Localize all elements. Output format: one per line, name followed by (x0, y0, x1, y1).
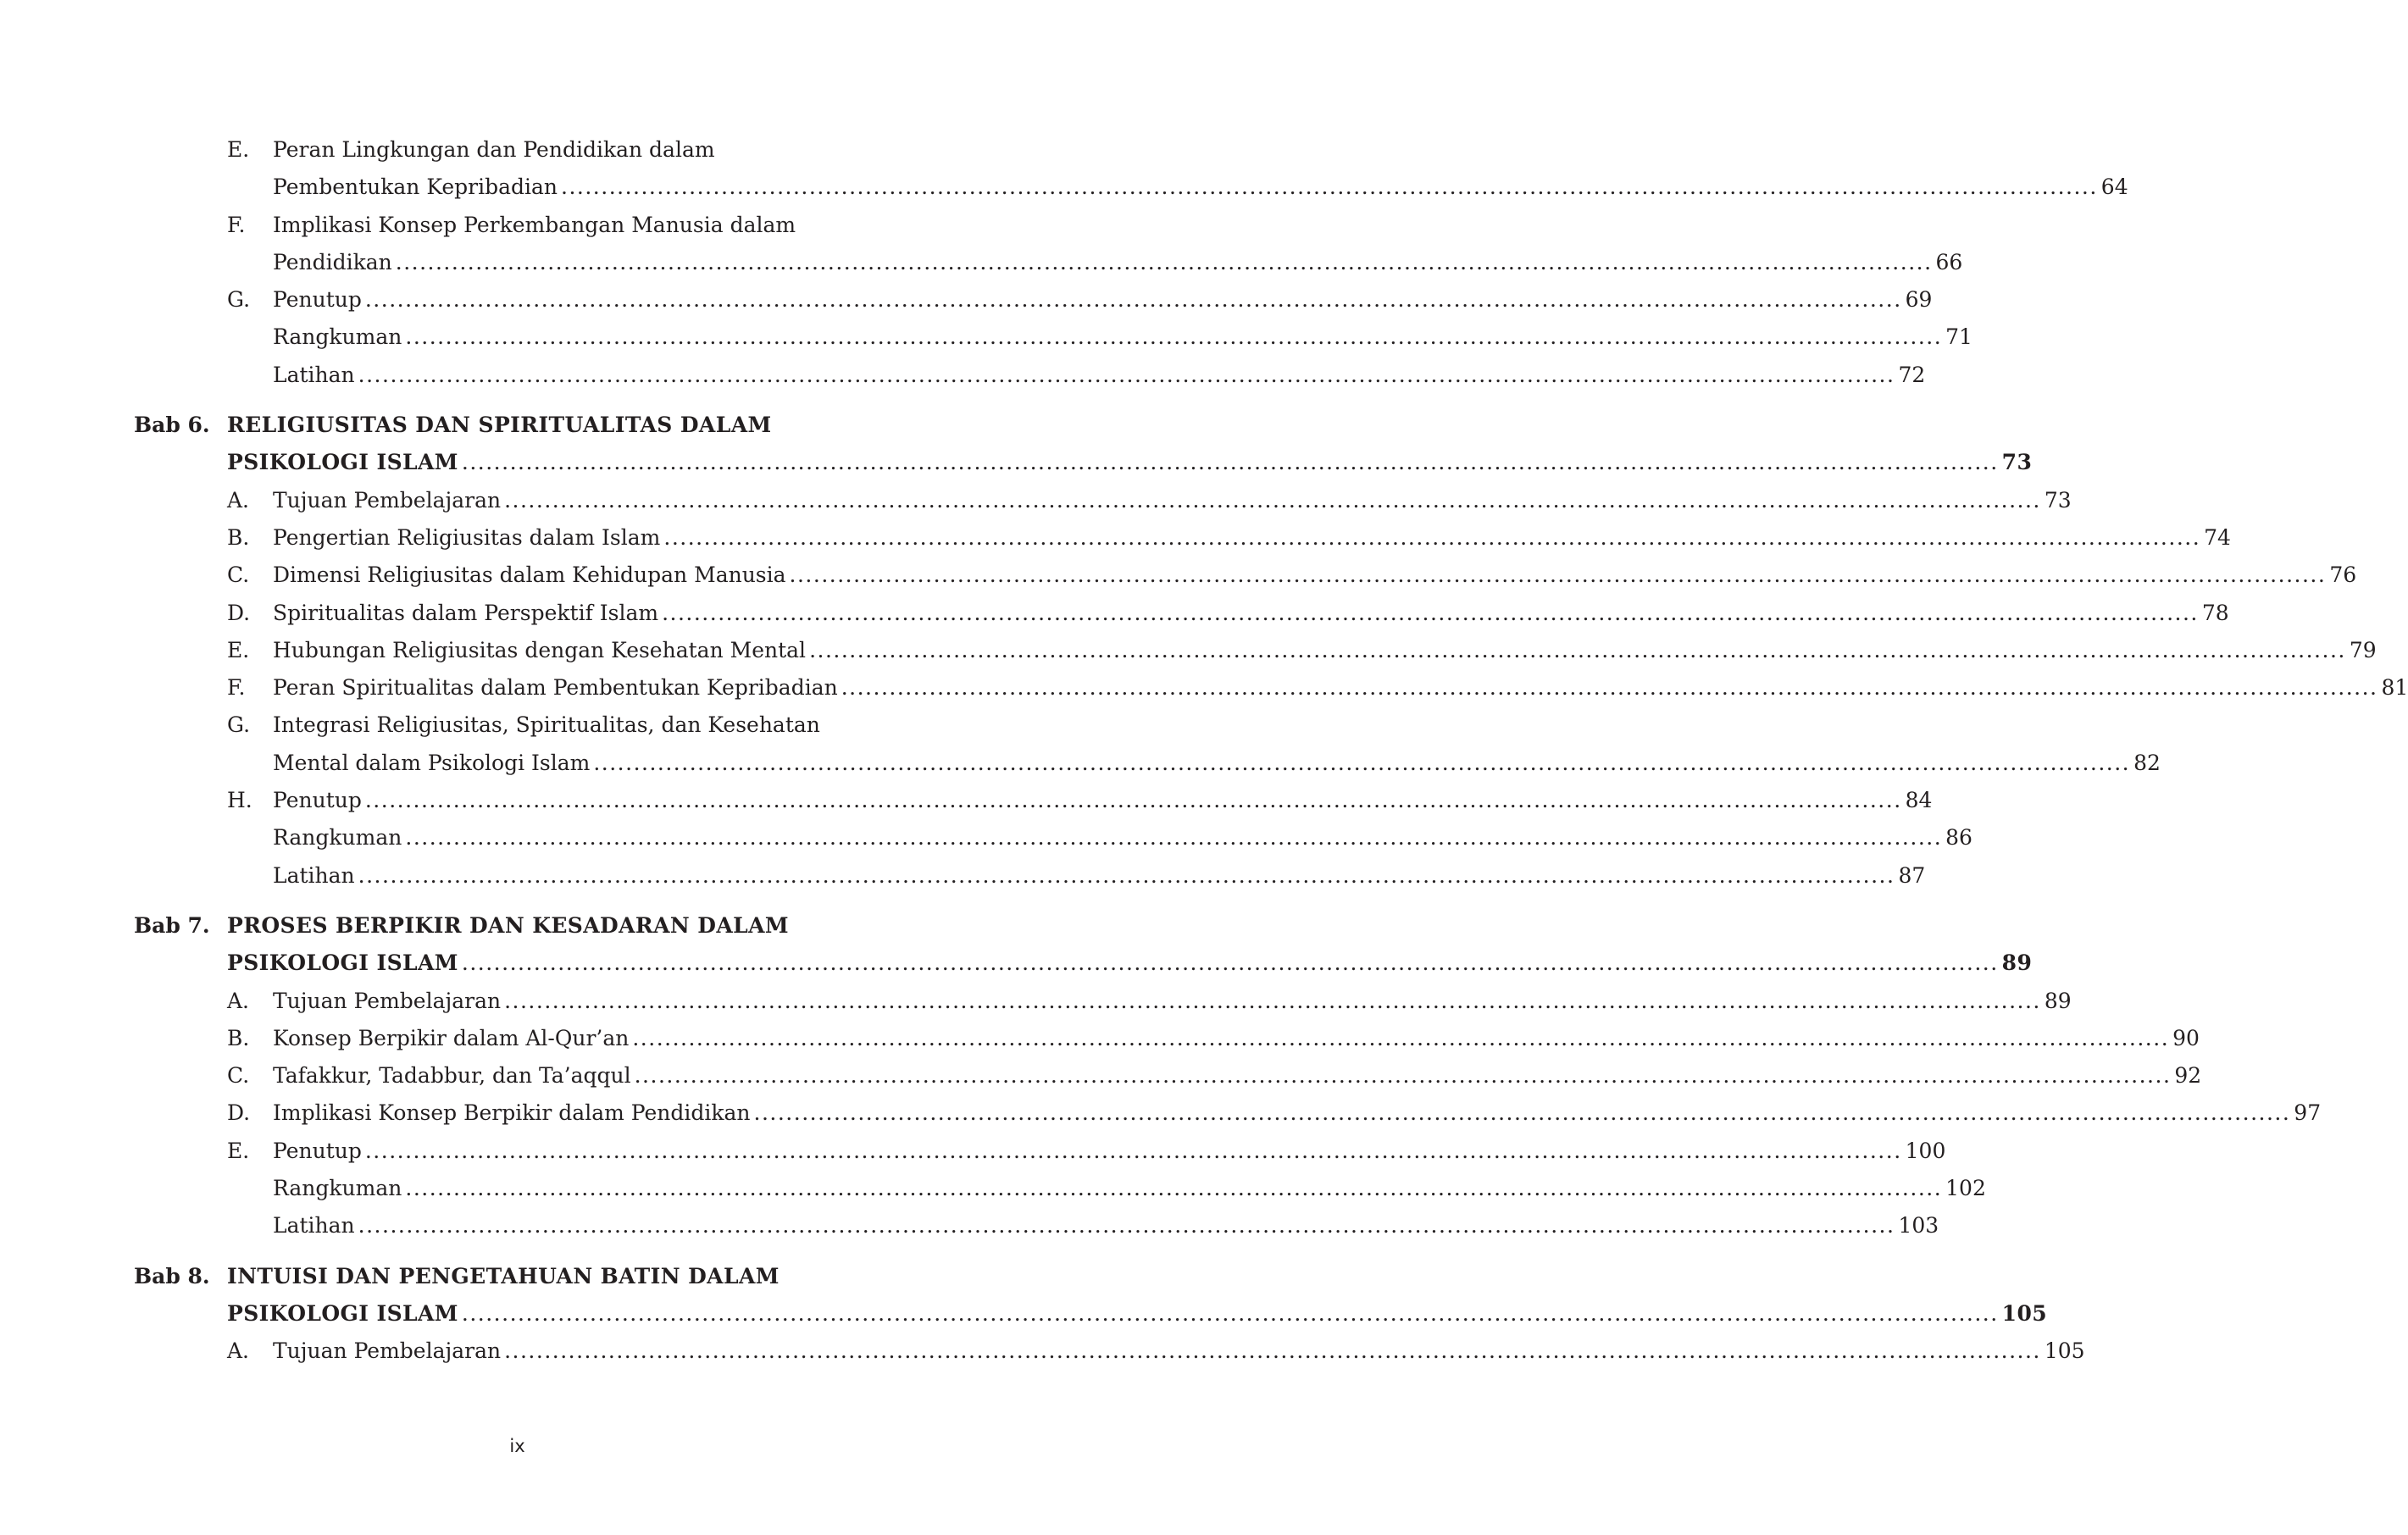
entry-letter: E. (227, 637, 250, 662)
chapter-heading-line[interactable] (134, 407, 900, 444)
chapter-heading-line[interactable] (134, 444, 2033, 481)
dot-leader (504, 1333, 2041, 1370)
entry-page-number: 71 (1945, 324, 1972, 350)
dot-leader (462, 945, 1999, 982)
entry-letter: C. (227, 562, 250, 588)
entry-page-number: 92 (2174, 1063, 2202, 1089)
entry-title: Peran Lingkungan dan Pendidikan dalam (273, 137, 715, 162)
toc-entry-line[interactable] (134, 281, 1933, 319)
entry-page-number: 103 (1898, 1213, 1939, 1239)
toc-entry-line[interactable] (134, 632, 2377, 669)
dot-leader (358, 357, 1895, 394)
entry-page-number: 72 (1898, 362, 1926, 387)
toc-entry-line[interactable] (134, 482, 2072, 519)
chapter-title: PSIKOLOGI ISLAM (227, 950, 458, 976)
chapter-heading-line[interactable] (134, 907, 900, 945)
toc-entry-line[interactable] (134, 1057, 2202, 1094)
toc-entry-line[interactable] (134, 244, 1963, 281)
entry-page-number: 81 (2381, 675, 2408, 701)
entry-title: Rangkuman (273, 825, 402, 851)
chapter-title: PSIKOLOGI ISLAM (227, 1300, 458, 1326)
entry-title: Tafakkur, Tadabbur, dan Ta’aqqul (273, 1063, 631, 1089)
entry-title: Implikasi Konsep Berpikir dalam Pendidikan (273, 1100, 751, 1126)
toc-entry-line[interactable] (134, 131, 900, 169)
chapter-heading-line[interactable] (134, 1258, 900, 1295)
dot-leader (504, 983, 2041, 1020)
dot-leader (405, 1170, 1942, 1207)
entry-page-number: 102 (1945, 1176, 1986, 1201)
entry-title: Peran Spiritualitas dalam Pembentukan Kepribadian (273, 675, 838, 701)
entry-page-number: 73 (2044, 487, 2072, 513)
entry-letter: C. (227, 1063, 250, 1089)
toc-entry-line[interactable] (134, 519, 2231, 557)
entry-page-number: 74 (2204, 524, 2231, 550)
entry-title: Tujuan Pembelajaran (273, 1338, 502, 1364)
chapter-page-number: 105 (2001, 1300, 2048, 1326)
dot-leader (635, 1057, 2172, 1094)
toc-entry-line[interactable] (134, 745, 2161, 782)
entry-page-number: 69 (1905, 287, 1933, 313)
dot-leader (809, 632, 2346, 669)
chapter-page-number: 73 (2001, 450, 2033, 475)
entry-page-number: 82 (2133, 750, 2161, 775)
entry-page-number: 66 (1935, 249, 1963, 274)
chapter-title: RELIGIUSITAS DAN SPIRITUALITAS DALAM (227, 413, 772, 438)
entry-title: Latihan (273, 1213, 355, 1239)
entry-title: Pembentukan Kepribadian (273, 175, 558, 200)
entry-title: Implikasi Konsep Perkembangan Manusia dalam (273, 212, 796, 237)
toc-entry-line[interactable] (134, 707, 900, 744)
entry-title: Dimensi Religiusitas dalam Kehidupan Manusia (273, 562, 786, 588)
entry-title: Tujuan Pembelajaran (273, 487, 502, 513)
toc-entry-line[interactable] (134, 1170, 1986, 1207)
entry-title: Pendidikan (273, 249, 392, 274)
dot-leader (663, 519, 2200, 557)
entry-letter: E. (227, 137, 250, 162)
chapter-heading-line[interactable] (134, 945, 2033, 982)
chapter-heading-line[interactable] (134, 1295, 2048, 1333)
entry-page-number: 76 (2329, 562, 2357, 588)
dot-leader (504, 482, 2041, 519)
toc-entry-line[interactable] (134, 557, 2357, 594)
toc-entry-line[interactable] (134, 1133, 1946, 1170)
table-of-contents (134, 131, 2408, 1371)
dot-leader (405, 819, 1942, 856)
entry-title: Integrasi Religiusitas, Spiritualitas, dan Kesehatan (273, 712, 820, 738)
dot-leader (405, 319, 1942, 356)
dot-leader (396, 244, 1933, 281)
chapter-title: PSIKOLOGI ISLAM (227, 450, 458, 475)
chapter-label: Bab 8. (134, 1263, 210, 1288)
entry-title: Hubungan Religiusitas dengan Kesehatan Mental (273, 637, 807, 662)
toc-entry-line[interactable] (134, 857, 1926, 895)
toc-entry-line[interactable] (134, 1020, 2200, 1057)
entry-letter: E. (227, 1138, 250, 1163)
entry-letter: G. (227, 712, 251, 738)
toc-entry-line[interactable] (134, 983, 2072, 1020)
toc-entry-line[interactable] (134, 1333, 2085, 1370)
entry-page-number: 97 (2294, 1100, 2322, 1126)
toc-entry-line[interactable] (134, 169, 2128, 206)
dot-leader (632, 1020, 2169, 1057)
entry-page-number: 87 (1898, 862, 1926, 888)
entry-letter: F. (227, 212, 246, 237)
dot-leader (561, 169, 2098, 206)
toc-entry-line[interactable] (134, 319, 1972, 356)
toc-entry-line[interactable] (134, 669, 2408, 707)
dot-leader (365, 1133, 1902, 1170)
entry-page-number: 105 (2044, 1338, 2085, 1364)
toc-entry-line[interactable] (134, 357, 1926, 394)
entry-letter: D. (227, 600, 251, 625)
entry-letter: B. (227, 524, 250, 550)
chapter-title: INTUISI DAN PENGETAHUAN BATIN DALAM (227, 1263, 780, 1288)
entry-title: Latihan (273, 362, 355, 387)
entry-letter: H. (227, 788, 252, 813)
entry-title: Tujuan Pembelajaran (273, 988, 502, 1013)
entry-title: Rangkuman (273, 324, 402, 350)
entry-page-number: 90 (2172, 1025, 2200, 1050)
dot-leader (790, 557, 2327, 594)
entry-title: Latihan (273, 862, 355, 888)
entry-title: Spiritualitas dalam Perspektif Islam (273, 600, 659, 625)
chapter-gap (134, 895, 900, 907)
entry-page-number: 64 (2100, 175, 2128, 200)
entry-letter: F. (227, 675, 246, 701)
entry-letter: D. (227, 1100, 251, 1126)
entry-page-number: 89 (2044, 988, 2072, 1013)
entry-title: Mental dalam Psikologi Islam (273, 750, 591, 775)
dot-leader (593, 745, 2130, 782)
entry-page-number: 100 (1905, 1138, 1946, 1163)
page-number-folio: ix (509, 1436, 525, 1456)
toc-entry-line[interactable] (134, 1094, 2322, 1132)
dot-leader (358, 1207, 1895, 1244)
entry-letter: A. (227, 988, 250, 1013)
entry-title: Penutup (273, 1138, 362, 1163)
entry-title: Konsep Berpikir dalam Al-Qur’an (273, 1025, 630, 1050)
dot-leader (841, 669, 2378, 707)
entry-page-number: 79 (2349, 637, 2377, 662)
entry-letter: B. (227, 1025, 250, 1050)
entry-letter: A. (227, 1338, 250, 1364)
chapter-title: PROSES BERPIKIR DAN KESADARAN DALAM (227, 912, 789, 938)
entry-letter: A. (227, 487, 250, 513)
entry-title: Pengertian Religiusitas dalam Islam (273, 524, 661, 550)
dot-leader (365, 782, 1902, 819)
chapter-page-number: 89 (2001, 950, 2033, 976)
toc-entry-line[interactable] (134, 1207, 1939, 1244)
entry-page-number: 78 (2201, 600, 2229, 625)
chapter-label: Bab 6. (134, 413, 210, 438)
chapter-gap (134, 1245, 900, 1258)
toc-entry-line[interactable] (134, 782, 1933, 819)
toc-entry-line[interactable] (134, 819, 1972, 856)
dot-leader (365, 281, 1902, 319)
toc-entry-line[interactable] (134, 207, 900, 244)
dot-leader (462, 444, 1999, 481)
dot-leader (754, 1094, 2291, 1132)
entry-letter: G. (227, 287, 251, 313)
chapter-gap (134, 394, 900, 407)
entry-title: Penutup (273, 788, 362, 813)
entry-page-number: 86 (1945, 825, 1972, 851)
entry-title: Rangkuman (273, 1176, 402, 1201)
dot-leader (662, 595, 2199, 632)
toc-entry-line[interactable] (134, 595, 2229, 632)
entry-page-number: 84 (1905, 788, 1933, 813)
entry-title: Penutup (273, 287, 362, 313)
dot-leader (462, 1295, 1999, 1333)
dot-leader (358, 857, 1895, 895)
chapter-label: Bab 7. (134, 912, 210, 938)
